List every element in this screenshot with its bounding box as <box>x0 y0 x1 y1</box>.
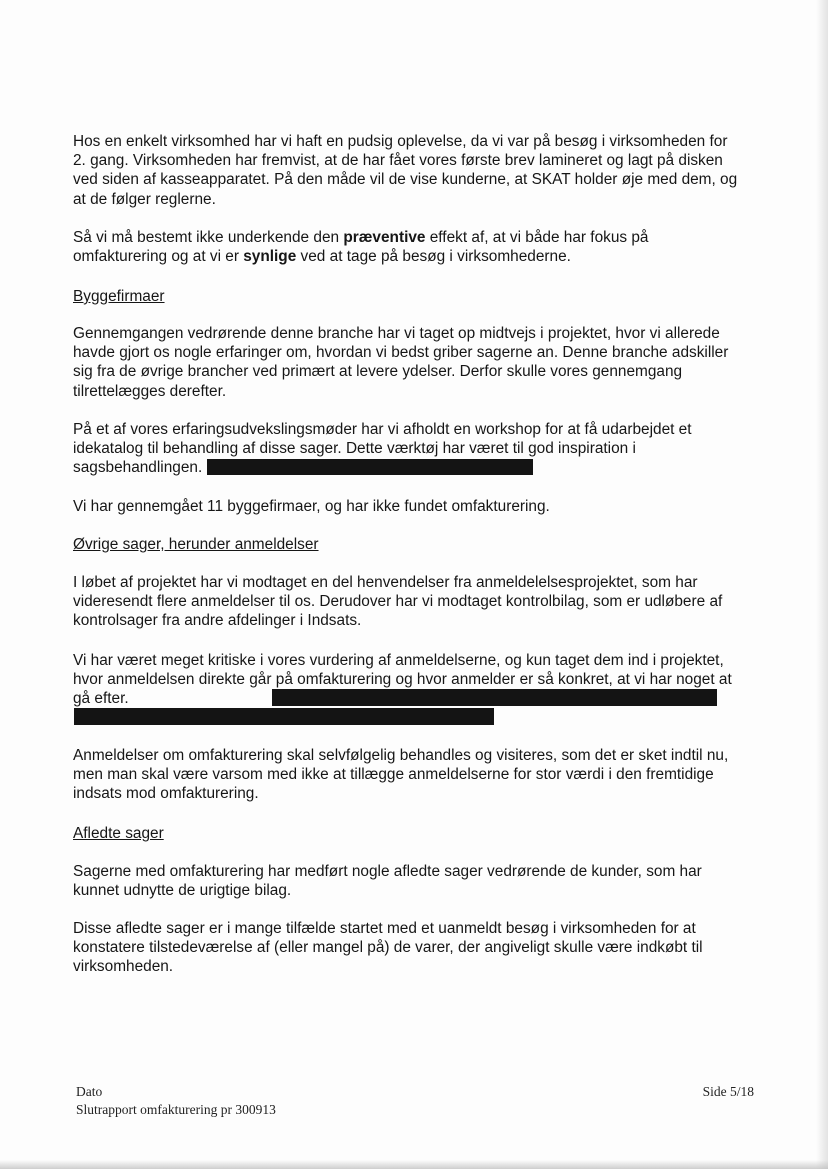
paragraph-praeventiv-effekt <box>73 228 739 266</box>
emphasis-synlige: synlige <box>243 248 297 266</box>
heading-byggefirmaer: Byggefirmaer <box>73 288 165 305</box>
scan-edge-right <box>816 0 828 1169</box>
footer-page-number: Side 5/18 <box>702 1084 754 1099</box>
paragraph-byggefirmaer-result: Vi har gennemgået 11 byggefirmaer, og har ikke fundet omfakturering. <box>73 498 550 515</box>
redaction-bar <box>272 689 717 706</box>
redaction-bar <box>74 708 494 725</box>
paragraph-gennemgang-branche: Gennemgangen vedrørende denne branche har vi taget op midtvejs i projektet, hvor vi allerede havde gjort os nogle erfaringer om, hvordan vi bedst griber sagerne an. Denne branche adskiller sig fra de øvrige brancher ved primært at levere ydelser. Derfor skulle vores gennemgang tilrettelægges derefter. <box>73 325 729 400</box>
paragraph-pudsig-oplevelse: Hos en enkelt virksomhed har vi haft en pudsig oplevelse, da vi var på besøg i virksomheden for 2. gang. Virksomheden har fremvist, at de har fået vores første brev lamineret og lagt på disken ved siden af kasseapparatet. På den måde vil de vise kunderne, at SKAT holder øje med dem, og at de følger reglerne. <box>73 133 738 208</box>
heading-afledte-sager: Afledte sager <box>73 825 164 842</box>
paragraph-text: effekt af, at vi både har fokus på omfakturering og at vi er <box>73 229 649 266</box>
paragraph-text: Vi har været meget kritiske i vores vurdering af anmeldelserne, og kun taget dem ind i projektet, hvor anmeldelsen direkte går på omfakturering og hvor anmelder er så konkret, at vi har noget at gå efter. <box>73 652 732 708</box>
footer-left <box>76 1083 276 1119</box>
redaction-bar <box>207 459 533 475</box>
footer-report-name: Slutrapport omfakturering pr 300913 <box>76 1102 276 1117</box>
paragraph-afledte-kunder: Sagerne med omfakturering har medført nogle afledte sager vedrørende de kunder, som har kunnet udnytte de urigtige bilag. <box>73 863 702 900</box>
paragraph-henvendelser: I løbet af projektet har vi modtaget en del henvendelser fra anmeldelelsesprojektet, som har videresendt flere anmeldelser til os. Derudover har vi modtaget kontrolbilag, som er udløbere af kontrolsager fra andre afdelinger i Indsats. <box>73 574 723 630</box>
paragraph-anmeldelser-visiteres: Anmeldelser om omfakturering skal selvfølgelig behandles og visiteres, som det er sket indtil nu, men man skal være varsom med ikke at tillægge anmeldelserne for stor værdi i den fremtidige indsats mod omfakturering. <box>73 747 729 803</box>
scan-edge-bottom <box>0 1160 828 1169</box>
paragraph-text: ved at tage på besøg i virksomhederne. <box>296 248 571 266</box>
paragraph-text: På et af vores erfaringsudvekslingsmøder har vi afholdt en workshop for at få udarbejdet et idekatalog til behandling af disse sager. Dette værktøj har været til god inspiration i sagsbehandlingen. <box>73 421 692 477</box>
heading-ovrige-sager: Øvrige sager, herunder anmeldelser <box>73 536 319 553</box>
emphasis-praeventive: præventive <box>343 229 426 246</box>
paragraph-workshop <box>73 420 739 478</box>
footer-date-label: Dato <box>76 1084 103 1099</box>
paragraph-text: Så vi må bestemt ikke underkende den <box>73 229 344 246</box>
paragraph-uanmeldt-besog: Disse afledte sager er i mange tilfælde startet med et uanmeldt besøg i virksomheden for at konstatere tilstedeværelse af (eller mangel på) de varer, der angiveligt skulle være indkøbt til virksomheden. <box>73 920 703 976</box>
